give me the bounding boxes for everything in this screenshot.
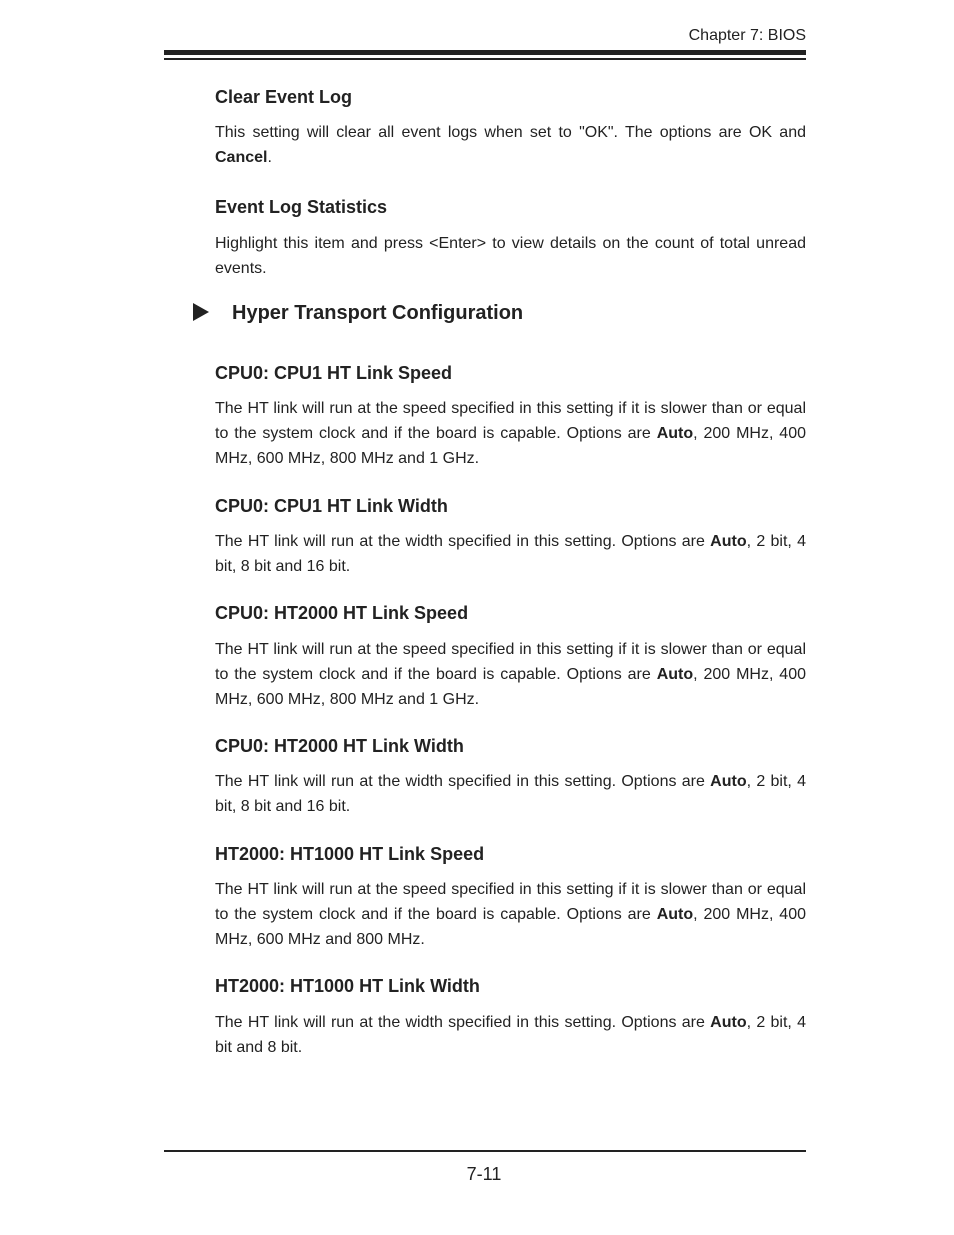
option-default-value: Auto bbox=[656, 666, 694, 683]
item-description: The HT link will run at the width specified in this setting. Options are Auto, 2 bit, 4 bit, 8 bit and 16 bit. bbox=[215, 773, 807, 815]
item-heading: CPU0: HT2000 HT Link Width bbox=[215, 736, 464, 756]
option-default-value: Auto bbox=[656, 906, 694, 923]
item-heading: HT2000: HT1000 HT Link Width bbox=[215, 976, 480, 996]
section-title: Hyper Transport Configuration bbox=[232, 302, 524, 324]
chapter-header: Chapter 7: BIOS bbox=[688, 27, 806, 44]
item-heading: HT2000: HT1000 HT Link Speed bbox=[215, 844, 485, 864]
triangle-right-icon bbox=[193, 303, 209, 321]
option-default-value: Auto bbox=[710, 773, 747, 790]
item-heading: Event Log Statistics bbox=[215, 197, 388, 217]
item-description: The HT link will run at the speed specified in this setting if it is slower than or equal to the system clock and if the board is capable. Options are Auto, 200 MHz, 400 MHz, 600 MHz and 800 MHz. bbox=[215, 881, 807, 948]
option-default-value: Auto bbox=[710, 1014, 747, 1031]
option-default-value: Auto bbox=[710, 533, 747, 550]
item-heading: CPU0: CPU1 HT Link Speed bbox=[215, 363, 453, 383]
footer-rule bbox=[164, 1150, 806, 1152]
item-description: The HT link will run at the width specified in this setting. Options are Auto, 2 bit, 4 bit, 8 bit and 16 bit. bbox=[215, 533, 807, 575]
item-description: This setting will clear all event logs when set to "OK". The options are OK and Cancel. bbox=[215, 124, 806, 166]
item-heading: Clear Event Log bbox=[215, 87, 353, 107]
page-number-row bbox=[0, 1164, 954, 1185]
item-description: The HT link will run at the width specified in this setting. Options are Auto, 2 bit, 4 bit and 8 bit. bbox=[215, 1014, 807, 1056]
header-rule-thin bbox=[164, 58, 806, 60]
header-rule-thick bbox=[164, 50, 806, 55]
item-heading: CPU0: CPU1 HT Link Width bbox=[215, 496, 448, 516]
section-header bbox=[193, 302, 523, 325]
option-default-value: Auto bbox=[656, 425, 694, 442]
item-description: The HT link will run at the speed specified in this setting if it is slower than or equal to the system clock and if the board is capable. Options are Auto, 200 MHz, 400 MHz, 600 MHz, 800 MHz and 1 GHz. bbox=[215, 641, 807, 708]
item-heading: CPU0: HT2000 HT Link Speed bbox=[215, 603, 469, 623]
item-description: Highlight this item and press <Enter> to view details on the count of total unread events. bbox=[215, 235, 806, 277]
page-number: 7-11 bbox=[466, 1164, 502, 1184]
item-description: The HT link will run at the speed specified in this setting if it is slower than or equal to the system clock and if the board is capable. Options are Auto, 200 MHz, 400 MHz, 600 MHz, 800 MHz and 1 GHz. bbox=[215, 400, 807, 467]
option-default-value: Cancel bbox=[215, 149, 268, 166]
